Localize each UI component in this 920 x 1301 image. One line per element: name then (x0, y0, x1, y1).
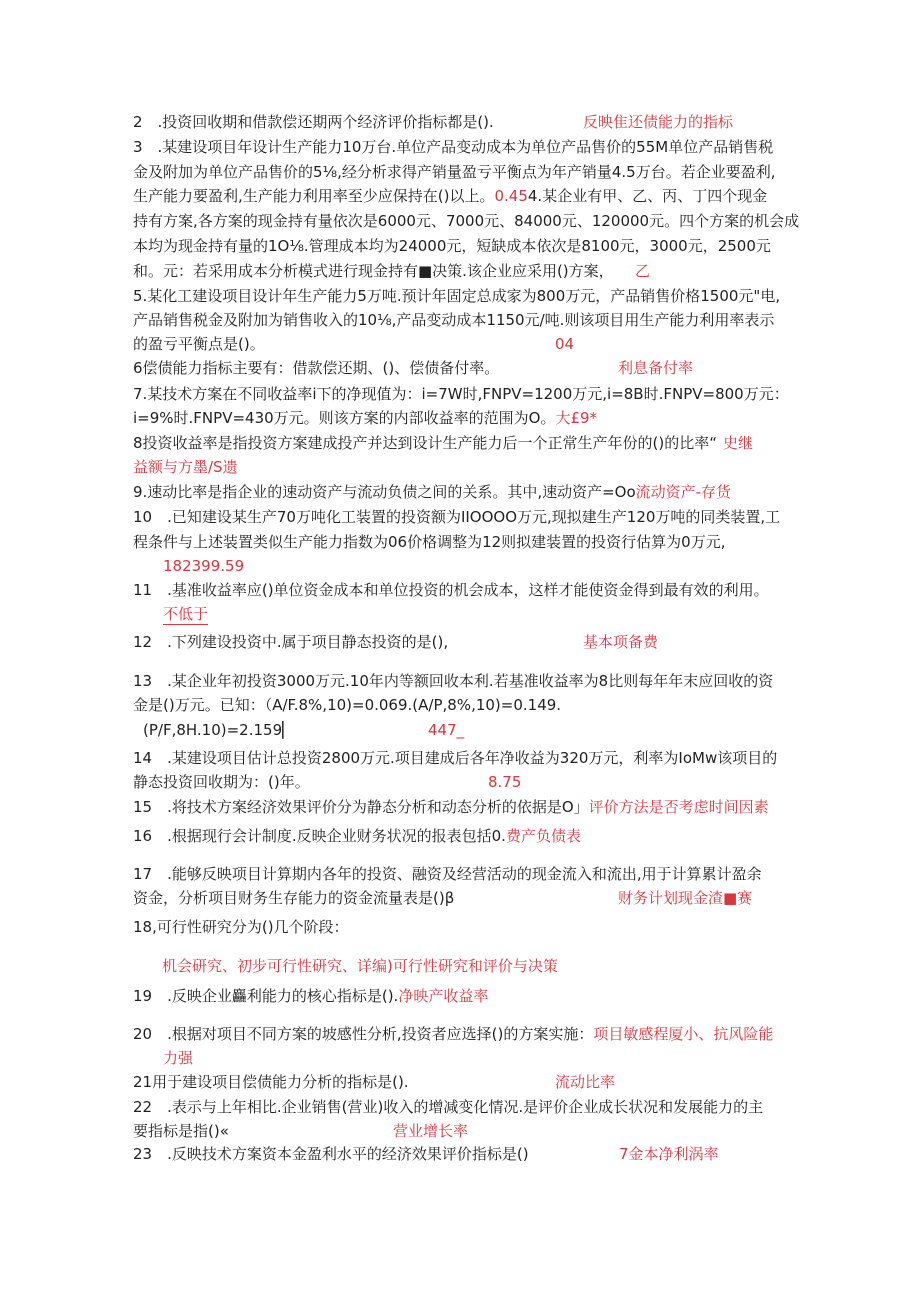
question-11: 11 .基准收益率应()单位资金成本和单位投资的机会成本，这样才能使资金得到最有效的利用。 (133, 581, 769, 599)
answer-20-continued: 力强 (163, 1049, 194, 1067)
answer-12: 基本项备费 (583, 633, 659, 651)
question-14-line-1: 14 .某建设项目估计总投资2800万元.项目建成后各年净收益为320万元，利率为IoMw该项目的 (133, 749, 778, 767)
question-16 (133, 826, 581, 846)
answer-21: 流动比率 (555, 1073, 616, 1091)
answer-17: 财务计划现金渣■赛 (618, 889, 753, 907)
question-10-line-2: 程条件与上述装置类似生产能力指数为06价格调整为12则拟建装置的投资行估算为0万元, (133, 533, 726, 551)
question-18: 18,可行性研究分为()几个阶段： (133, 918, 349, 936)
question-7-text: i=9%时.FNPV=430万元。则该方案的内部收益率的范围为O。 (133, 409, 556, 427)
answer-20: 项目敏感程厦小、抗风险能 (593, 1025, 774, 1043)
question-4-line-2: 持有方案,各方案的现金持有量依次是6000元、7000元、84000元、120000元。四个方案的机会成 (133, 212, 800, 230)
question-20-text: 20 .根据对项目不同方案的坡感性分析,投资者应选择()的方案实施： (133, 1025, 594, 1043)
question-17-line-2: 资金，分析项目财务生存能力的资金流量表是()β (133, 889, 455, 907)
answer-16: 费产负债表 (505, 827, 581, 845)
question-22-line-1: 22 .表示与上年相比.企业销售(营业)收入的增减变化情况.是评价企业成长状况和发展能力的主 (133, 1098, 764, 1116)
answer-7: 大£9* (555, 409, 598, 427)
question-13-line-1: 13 .某企业年初投资3000万元.10年内等额回收本利.若基准收益率为8比则每年年末应回收的资 (133, 672, 774, 690)
question-5-line-1: 5.某化工建设项目设计年生产能力5万吨.预计年固定总成家为800万元，产品销售价格1500元"电, (133, 287, 781, 305)
question-7-line-2 (133, 408, 597, 428)
question-4-line-3: 本均为现金持有量的1O⅛.管理成本均为24000元，短缺成本依次是8100元，3000元，2500元 (133, 237, 771, 255)
question-3-line-3 (133, 186, 767, 206)
answer-11: 不低于 (163, 605, 209, 623)
question-12: 12 .下列建设投资中.属于项目静态投资的是(), (133, 633, 449, 651)
question-14-line-2: 静态投资回收期为：()年。 (133, 773, 310, 791)
question-9-text: 9.速动比率是指企业的速动资产与流动负债之间的关系。其中,速动资产=Oo (133, 483, 636, 501)
question-20 (133, 1024, 773, 1044)
question-5-line-2: 产品销售税金及附加为销售收入的10⅛,产品变动成本1150元/吨.则该项目用生产能力利用率表示 (133, 311, 775, 329)
question-3-line-2: 金及附加为单位产品售价的5⅛,经分析求得产销量盈亏平衡点为年产销量4.5万台。若企业要盈利, (133, 163, 776, 181)
answer-23: 7金本净利涡率 (619, 1145, 719, 1163)
question-19 (133, 986, 488, 1006)
question-19-text: 19 .反映企业麤利能力的核心指标是(). (133, 987, 399, 1005)
question-4-line-4: 和。元：若采用成本分析模式进行现金持有■决策.该企业应采用()方案， (133, 262, 614, 280)
question-21: 21用于建设项目偿债能力分析的指标是(). (133, 1073, 409, 1091)
question-7-line-1: 7.某技术方案在不同收益率i下的净现值为：i=7W时,FNPV=1200万元,i=8B时.FNPV=800万元： (133, 385, 789, 403)
answer-6: 利息备付率 (618, 359, 694, 377)
answer-8-continued: 益额与方墨/S遗 (133, 458, 238, 476)
answer-10: 182399.59 (163, 557, 245, 575)
question-6: 6偿债能力指标主要有：借款偿还期、()、偿债备付率。 (133, 359, 500, 377)
answer-14: 8.75 (488, 773, 522, 791)
answer-9: 流动资产-存货 (635, 483, 732, 501)
answer-5: 04 (555, 335, 575, 353)
question-15 (133, 797, 769, 817)
question-3-line-1: 3 .某建设项目年设计生产能力10万台.单位产品变动成本为单位产品售价的55M单位产品销售税 (133, 138, 774, 156)
question-5-line-3: 的盈亏平衡点是()。 (133, 335, 265, 353)
answer-4: 乙 (635, 262, 651, 280)
question-2: 2 .投资回收期和借款偿还期两个经济评价指标都是(). (133, 113, 494, 131)
question-23: 23 .反映技术方案资本金盈利水平的经济效果评价指标是() (133, 1145, 529, 1163)
question-9 (133, 482, 731, 502)
question-8 (133, 433, 753, 453)
question-8-text: 8投资收益率是指投资方案建成投产并达到设计生产能力后一个正常生产年份的()的比率“ (133, 434, 718, 452)
question-16-text: 16 .根据现行会计制度.反映企业财务状况的报表包括0. (133, 827, 506, 845)
question-3-text: 生产能力要盈利,生产能力利用率至少应保持在()以上。 (133, 187, 495, 205)
question-22-line-2: 要指标是指()« (133, 1122, 229, 1140)
question-4-start: 4.某企业有甲、乙、丙、丁四个现金 (527, 187, 768, 205)
question-17-line-1: 17 .能够反映项目计算期内各年的投资、融资及经营活动的现金流入和流出,用于计算累计盈余 (133, 865, 762, 883)
answer-3: 0.45 (494, 187, 528, 205)
answer-19: 净映产收益率 (398, 987, 489, 1005)
answer-22: 营业增长率 (393, 1122, 469, 1140)
answer-18: 机会研究、初步可行性研究、详编)可行性研究和评价与决策 (162, 957, 558, 975)
question-15-text: 15 .将技术方案经济效果评价分为静态分析和动态分析的依据是O」 (133, 798, 589, 816)
answer-13: 447_ (428, 721, 465, 739)
answer-8: 史继 (723, 434, 754, 452)
question-10-line-1: 10 .已知建设某生产70万吨化工装置的投资额为IIOOOO万元,现拟建生产120万吨的同类装置,工 (133, 508, 781, 526)
answer-15: 评价方法是否考虑时间因素 (588, 798, 769, 816)
question-13-line-2: 金是()万元。已知：（A/F.8%,10)=0.069.(A/P,8%,10)=0.149. (133, 696, 562, 714)
question-13-line-3: (P/F,8H.10)=2.159▏ (143, 721, 294, 739)
answer-2: 反映隹还债能力的指标 (583, 113, 734, 131)
